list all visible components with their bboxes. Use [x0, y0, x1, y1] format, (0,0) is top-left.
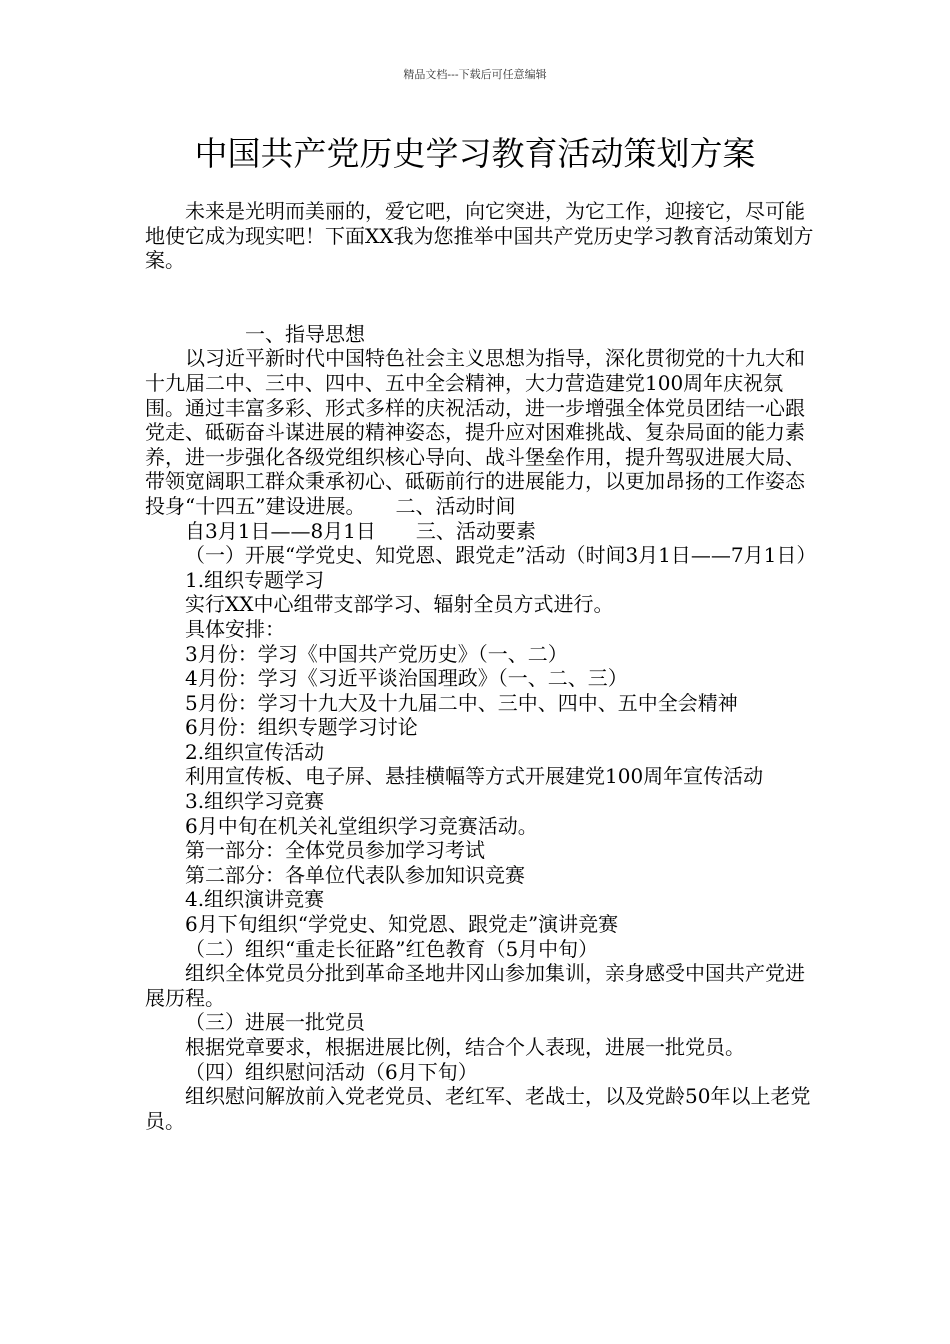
paragraph-activity-3-desc: 根据党章要求，根据进展比例，结合个人表现，进展一批党员。 — [185, 1035, 745, 1059]
paragraph-intro: 未来是光明而美丽的，爱它吧，向它突进，为它工作，迎接它，尽可能地使它成为现实吧！下面XX我为您推举中国共产党历史学习教育活动策划方案。 — [145, 199, 814, 273]
paragraph-item-3-desc: 6月中旬在机关礼堂组织学习竞赛活动。 — [185, 813, 538, 838]
paragraph-item-2-desc: 利用宣传板、电子屏、悬挂横幅等方式开展建党100周年宣传活动 — [185, 764, 764, 789]
paragraph-activity-1: （一）开展“学党史、知党恩、跟党走”活动（时间3月1日——7月1日） — [185, 543, 817, 568]
document-title: 中国共产党历史学习教育活动策划方案 — [194, 134, 756, 173]
paragraph-item-3-part2: 第二部分：各单位代表队参加知识竞赛 — [185, 862, 525, 887]
paragraph-schedule-june: 6月份：组织专题学习讨论 — [185, 715, 418, 740]
paragraph-item-4-desc: 6月下旬组织“学党史、知党恩、跟党走”演讲竞赛 — [185, 912, 619, 937]
document-body — [145, 199, 815, 1133]
paragraph-item-1-desc: 实行XX中心组带支部学习、辐射全员方式进行。 — [185, 592, 614, 617]
paragraph-schedule-march: 3月份：学习《中国共产党历史》（一、二） — [185, 641, 568, 666]
paragraph-activity-2: （二）组织“重走长征路”红色教育（5月中旬） — [185, 936, 599, 961]
paragraph-activity-2-desc: 组织全体党员分批到革命圣地井冈山参加集训，亲身感受中国共产党进展历程。 — [145, 961, 805, 1010]
paragraph-activity-4: （四）组织慰问活动（6月下旬） — [185, 1059, 478, 1084]
section-heading-guiding-ideology: 一、指导思想 — [245, 321, 365, 346]
paragraph-guiding-ideology: 以习近平新时代中国特色社会主义思想为指导，深化贯彻党的十九大和十九届二中、三中、四中、五中全会精神，大力营造建党100周年庆祝氛围。通过丰富多彩、形式多样的庆祝活动，进一步增强全体党员团结一心跟党走、砥砺奋斗谋进展的精神姿态，提升应对困难挑战、复杂局面的能力素养，进一步强化各级党组织核心导向、战斗堡垒作用，提升驾驭进展大局、带领宽阔职工群众秉承初心、砥砺前行的进展能力，以更加昂扬的工作姿态投身“十四五”建设进展。 二、活动时间 — [145, 346, 805, 518]
paragraph-item-4: 4.组织演讲竞赛 — [185, 887, 325, 912]
paragraph-spacer — [145, 273, 815, 322]
paragraph-item-3: 3.组织学习竞赛 — [185, 789, 325, 814]
paragraph-activity-3: （三）进展一批党员 — [185, 1010, 365, 1035]
paragraph-schedule-may: 5月份：学习十九大及十九届二中、三中、四中、五中全会精神 — [185, 690, 738, 715]
paragraph-schedule-april: 4月份：学习《习近平谈治国理政》（一、二、三） — [185, 666, 628, 691]
paragraph-schedule-label: 具体安排： — [185, 616, 285, 641]
paragraph-item-1: 1.组织专题学习 — [185, 567, 325, 592]
paragraph-item-3-part1: 第一部分：全体党员参加学习考试 — [185, 838, 485, 863]
header-note: 精品文档---下载后可任意编辑 — [403, 68, 547, 81]
paragraph-activity-time: 自3月1日——8月1日 三、活动要素 — [185, 518, 536, 543]
paragraph-item-2: 2.组织宣传活动 — [185, 739, 325, 764]
paragraph-activity-4-desc: 组织慰问解放前入党老党员、老红军、老战士，以及党龄50年以上老党员。 — [145, 1084, 811, 1133]
